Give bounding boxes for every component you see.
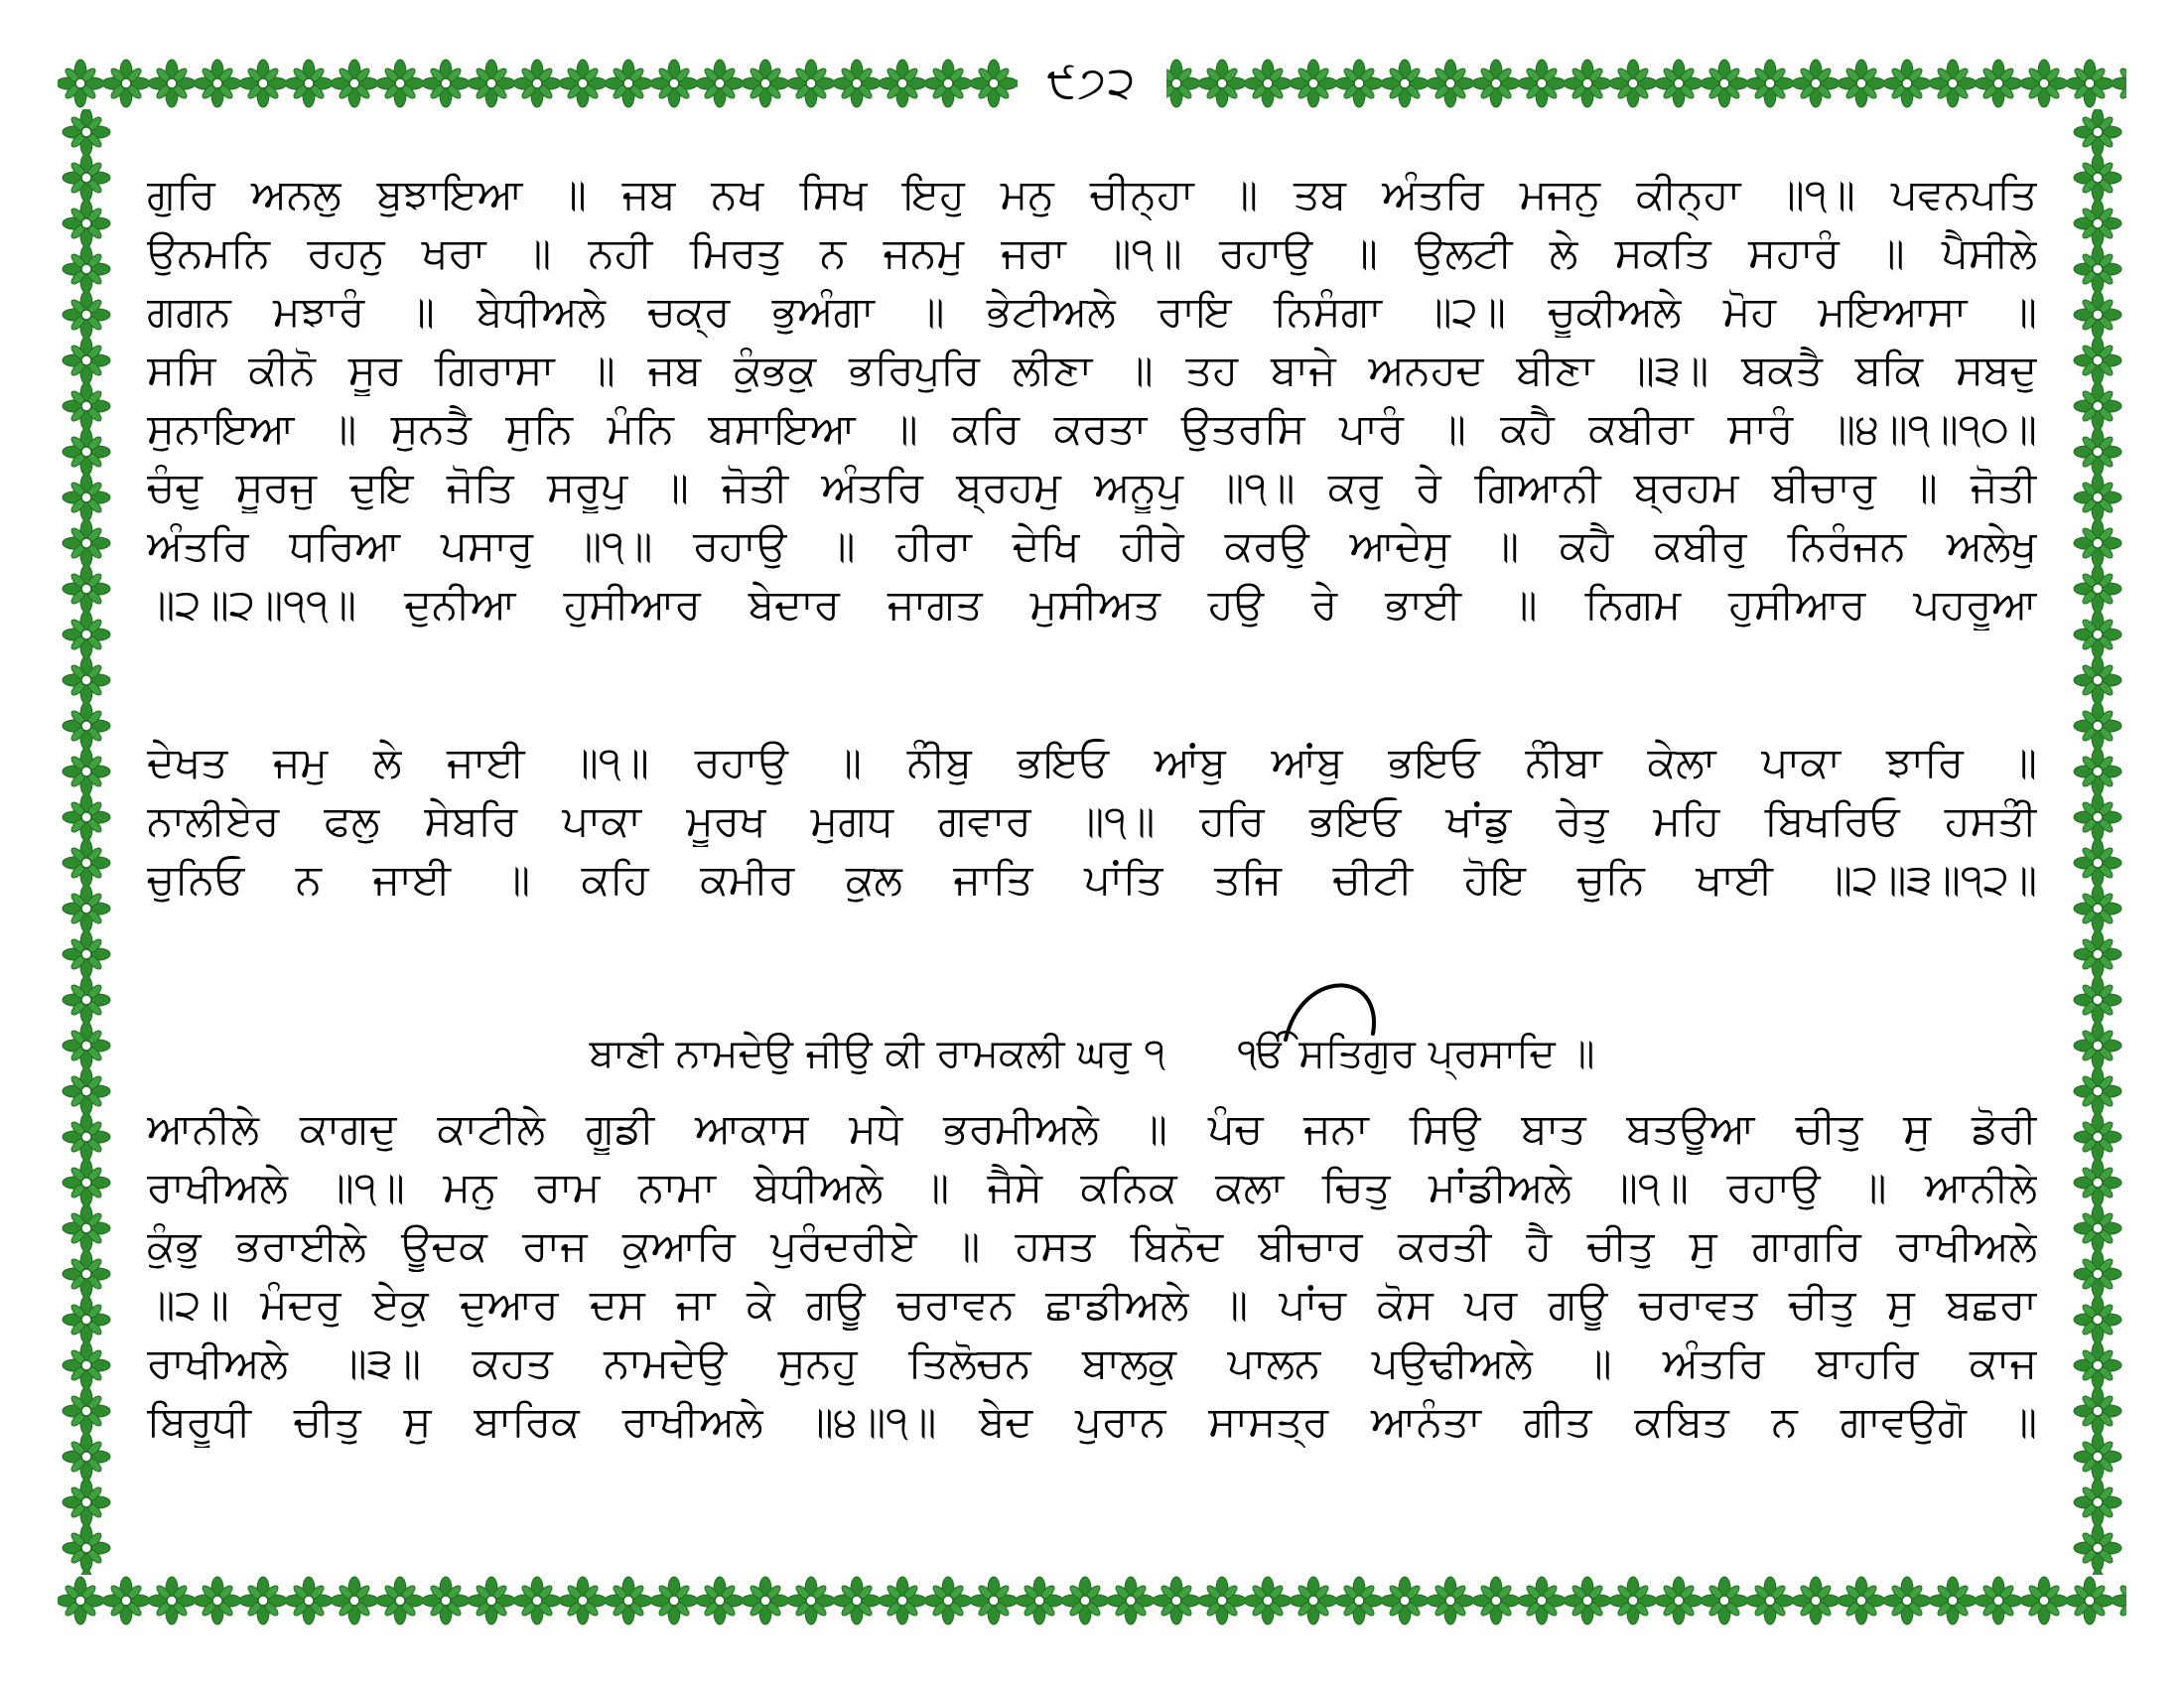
- verse-line: ਅੰਤਰਿ ਧਰਿਆ ਪਸਾਰੁ ॥੧॥ ਰਹਾਉ ॥ ਹੀਰਾ ਦੇਖਿ ਹੀਰੇ ਕਰਉ ਆਦੇਸੁ ॥ ਕਹੈ ਕਬੀਰੁ ਨਿਰੰਜਨ ਅਲੇਖੁ: [147, 521, 2037, 570]
- ek-onkar-arc-icon: [1278, 976, 1387, 1046]
- verse-line: ਬਿਰੂਧੀ ਚੀਤੁ ਸੁ ਬਾਰਿਕ ਰਾਖੀਅਲੇ ॥੪॥੧॥ ਬੇਦ ਪੁਰਾਨ ਸਾਸਤ੍ਰ ਆਨੰਤਾ ਗੀਤ ਕਬਿਤ ਨ ਗਾਵਉਗੋ ॥: [147, 1397, 2037, 1446]
- floral-border-left: [58, 109, 115, 1575]
- verse-line: ਆਨੀਲੇ ਕਾਗਦੁ ਕਾਟੀਲੇ ਗੂਡੀ ਆਕਾਸ ਮਧੇ ਭਰਮੀਅਲੇ ॥ ਪੰਚ ਜਨਾ ਸਿਉ ਬਾਤ ਬਤਊਆ ਚੀਤੁ ਸੁ ਡੋਰੀ: [147, 1104, 2037, 1153]
- heading-title: ਬਾਣੀ ਨਾਮਦੇਉ ਜੀਉ ਕੀ ਰਾਮਕਲੀ ਘਰੁ ੧: [589, 1031, 1166, 1076]
- invocation: [1238, 1028, 1595, 1079]
- floral-border-right: [2069, 109, 2126, 1575]
- page-number-plate: [1018, 56, 1166, 111]
- verse-line: ਸੁਨਾਇਆ ॥ ਸੁਨਤੈ ਸੁਨਿ ਮੰਨਿ ਬਸਾਇਆ ॥ ਕਰਿ ਕਰਤਾ ਉਤਰਸਿ ਪਾਰੰ ॥ ਕਹੈ ਕਬੀਰਾ ਸਾਰੰ ॥੪॥੧॥੧੦॥: [147, 404, 2037, 453]
- verse-line: ॥੨॥ ਮੰਦਰੁ ਏਕੁ ਦੁਆਰ ਦਸ ਜਾ ਕੇ ਗਊ ਚਰਾਵਨ ਛਾਡੀਅਲੇ ॥ ਪਾਂਚ ਕੋਸ ਪਰ ਗਊ ਚਰਾਵਤ ਚੀਤੁ ਸੁ ਬਛਰਾ: [147, 1280, 2037, 1329]
- verse-line: ਗਗਨ ਮਝਾਰੰ ॥ ਬੇਧੀਅਲੇ ਚਕ੍ਰ ਭੁਅੰਗਾ ॥ ਭੇਟੀਅਲੇ ਰਾਇ ਨਿਸੰਗਾ ॥੨॥ ਚੂਕੀਅਲੇ ਮੋਹ ਮਇਆਸਾ ॥: [147, 287, 2037, 336]
- verse-line: ਗੁਰਿ ਅਨਲੁ ਬੁਝਾਇਆ ॥ ਜਬ ਨਖ ਸਿਖ ਇਹੁ ਮਨੁ ਚੀਨ੍ਹਾ ॥ ਤਬ ਅੰਤਰਿ ਮਜਨੁ ਕੀਨ੍ਹਾ ॥੧॥ ਪਵਨਪਤਿ: [147, 170, 2037, 218]
- section-heading: [147, 1028, 2037, 1079]
- verse-line: ਉਨਮਨਿ ਰਹਨੁ ਖਰਾ ॥ ਨਹੀ ਮਿਰਤੁ ਨ ਜਨਮੁ ਜਰਾ ॥੧॥ ਰਹਾਉ ॥ ਉਲਟੀ ਲੇ ਸਕਤਿ ਸਹਾਰੰ ॥ ਪੈਸੀਲੇ: [147, 228, 2037, 277]
- verse-line: ਨਾਲੀਏਰ ਫਲੁ ਸੇਬਰਿ ਪਾਕਾ ਮੂਰਖ ਮੁਗਧ ਗਵਾਰ ॥੧॥ ਹਰਿ ਭਇਓ ਖਾਂਡੁ ਰੇਤੁ ਮਹਿ ਬਿਖਰਿਓ ਹਸਤੀੰ: [147, 796, 2037, 845]
- verse-line: ਕੁੰਭੁ ਭਰਾਈਲੇ ਊਦਕ ਰਾਜ ਕੁਆਰਿ ਪੁਰੰਦਰੀਏ ॥ ਹਸਤ ਬਿਨੋਦ ਬੀਚਾਰ ਕਰਤੀ ਹੈ ਚੀਤੁ ਸੁ ਗਾਗਰਿ ਰਾਖੀਅਲੇ: [147, 1221, 2037, 1270]
- verse-line: ਸਸਿ ਕੀਨੋ ਸੂਰ ਗਿਰਾਸਾ ॥ ਜਬ ਕੁੰਭਕੁ ਭਰਿਪੁਰਿ ਲੀਣਾ ॥ ਤਹ ਬਾਜੇ ਅਨਹਦ ਬੀਣਾ ॥੩॥ ਬਕਤੈ ਬਕਿ ਸਬਦੁ: [147, 346, 2037, 394]
- verse-line: ਦੇਖਤ ਜਮੁ ਲੇ ਜਾਈ ॥੧॥ ਰਹਾਉ ॥ ਨੀੰਬੁ ਭਇਓ ਆਂਬੁ ਆਂਬੁ ਭਇਓ ਨੀੰਬਾ ਕੇਲਾ ਪਾਕਾ ਝਾਰਿ ॥: [147, 738, 2037, 786]
- invocation-text: ੴ ਸਤਿਗੁਰ ਪ੍ਰਸਾਦਿ ॥: [1237, 1031, 1595, 1076]
- verse-line: ਚੰਦੁ ਸੂਰਜੁ ਦੁਇ ਜੋਤਿ ਸਰੂਪੁ ॥ ਜੋਤੀ ਅੰਤਰਿ ਬ੍ਰਹਮੁ ਅਨੂਪੁ ॥੧॥ ਕਰੁ ਰੇ ਗਿਆਨੀ ਬ੍ਰਹਮ ਬੀਚਾਰੁ ॥ ਜੋਤੀ: [147, 463, 2037, 511]
- verse-line: ਚੁਨਿਓ ਨ ਜਾਈ ॥ ਕਹਿ ਕਮੀਰ ਕੁਲ ਜਾਤਿ ਪਾਂਤਿ ਤਜਿ ਚੀਟੀ ਹੋਇ ਚੁਨਿ ਖਾਈ ॥੨॥੩॥੧੨॥: [147, 855, 2037, 904]
- verse-line: ਰਾਖੀਅਲੇ ॥੧॥ ਮਨੁ ਰਾਮ ਨਾਮਾ ਬੇਧੀਅਲੇ ॥ ਜੈਸੇ ਕਨਿਕ ਕਲਾ ਚਿਤੁ ਮਾਂਡੀਅਲੇ ॥੧॥ ਰਹਾਉ ॥ ਆਨੀਲੇ: [147, 1163, 2037, 1211]
- verse-line: ਰਾਖੀਅਲੇ ॥੩॥ ਕਹਤ ਨਾਮਦੇਉ ਸੁਨਹੁ ਤਿਲੋਚਨ ਬਾਲਕੁ ਪਾਲਨ ਪਉਢੀਅਲੇ ॥ ਅੰਤਰਿ ਬਾਹਰਿ ਕਾਜ: [147, 1338, 2037, 1387]
- page-number: ੯੭੨: [1046, 58, 1138, 108]
- floral-border-bottom: [58, 1572, 2126, 1629]
- verse-line: ॥੨॥੨॥੧੧॥ ਦੁਨੀਆ ਹੁਸੀਆਰ ਬੇਦਾਰ ਜਾਗਤ ਮੁਸੀਅਤ ਹਉ ਰੇ ਭਾਈ ॥ ਨਿਗਮ ਹੁਸੀਆਰ ਪਹਰੂਆ: [147, 580, 2037, 629]
